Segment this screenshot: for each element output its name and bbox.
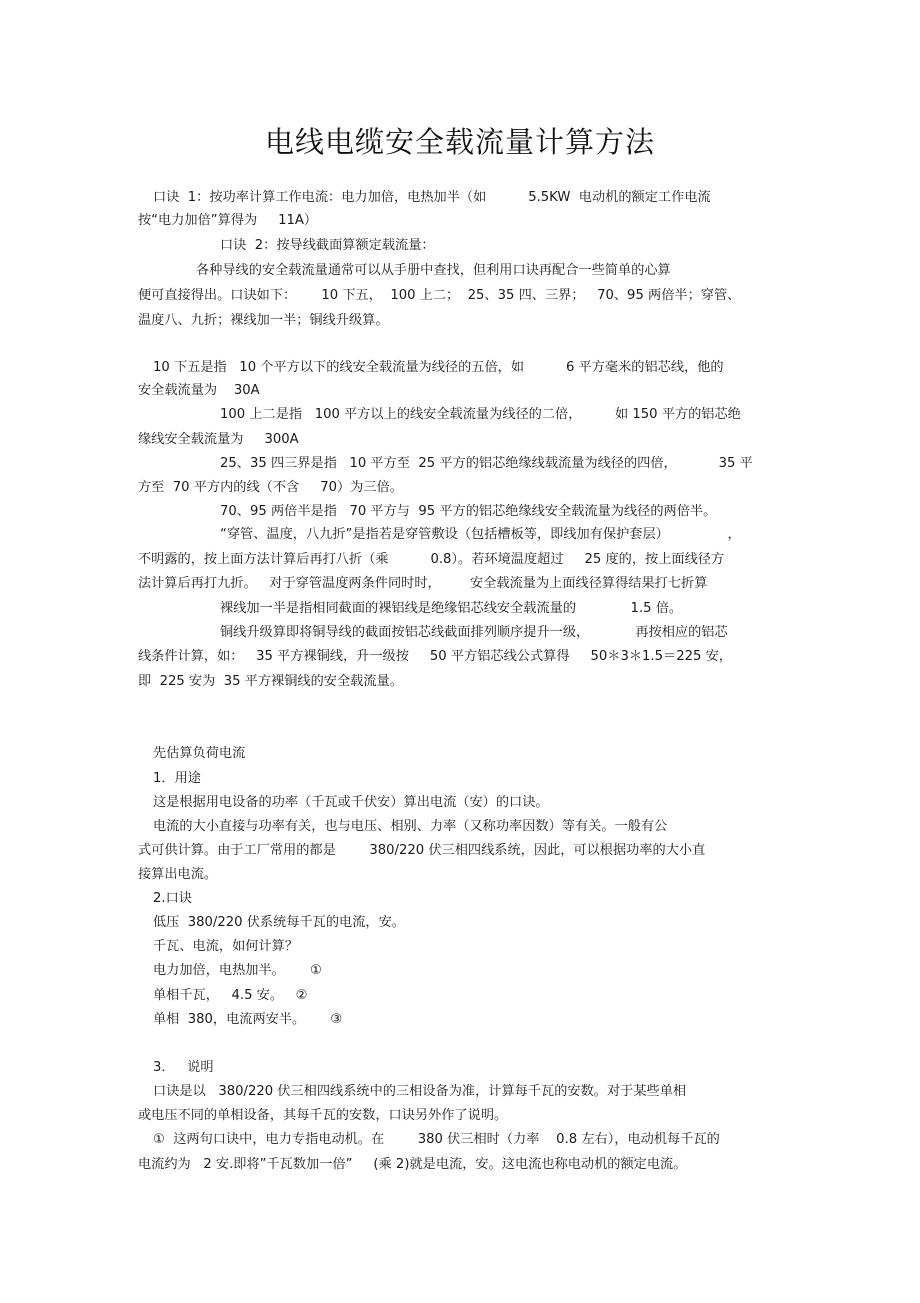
document-title: 电线电缆安全载流量计算方法 bbox=[264, 125, 655, 159]
paragraph-line: 铜线升级算即将铜导线的截面按铝芯线截面排列顺序提升一级， 再按相应的铝芯 bbox=[220, 625, 728, 640]
paragraph-line: 25、35 四三界是指 10 平方至 25 平方的铝芯绝缘线载流量为线径的四倍， 35 平 bbox=[220, 456, 753, 471]
item-heading: 3． 说明 bbox=[153, 1060, 214, 1075]
paragraph-line: 便可直接得出。口诀如下： 10 下五， 100 上二； 25、35 四、三界； 70、95 两倍半；穿管、 bbox=[138, 288, 741, 303]
paragraph-line: 法计算后再打九折。 对于穿管温度两条件同时时， 安全载流量为上面线径算得结果打七折算 bbox=[138, 576, 708, 591]
paragraph-line: 单相 380，电流两安半。 ③ bbox=[153, 1012, 343, 1027]
paragraph-line: 千瓦、电流，如何计算？ bbox=[153, 939, 299, 954]
paragraph-line: 口诀 1：按功率计算工作电流：电力加倍，电热加半（如 5.5KW 电动机的额定工作电流 bbox=[153, 190, 711, 205]
paragraph-line: 式可供计算。由于工厂常用的都是 380/220 伏三相四线系统，因此，可以根据功率的大小直 bbox=[138, 843, 706, 858]
paragraph-line: 低压 380/220 伏系统每千瓦的电流，安。 bbox=[153, 915, 405, 930]
paragraph-line: 电流约为 2 安.即将”千瓦数加一倍” (乘 2)就是电流，安。这电流也称电动机的额定电流。 bbox=[138, 1157, 687, 1172]
paragraph-line: 各种导线的安全载流量通常可以从手册中查找，但利用口诀再配合一些简单的心算 bbox=[196, 263, 671, 278]
paragraph-line: 安全载流量为 30A bbox=[138, 383, 260, 398]
paragraph-line: 缘线安全载流量为 300A bbox=[138, 432, 299, 447]
paragraph-line: 70、95 两倍半是指 70 平方与 95 平方的铝芯绝缘线安全载流量为线径的两倍半。 bbox=[220, 504, 717, 519]
paragraph-line: 10 下五是指 10 个平方以下的线安全载流量为线径的五倍，如 6 平方毫米的铝芯线，他的 bbox=[153, 360, 724, 375]
paragraph-line: 单相千瓦， 4.5 安。 ② bbox=[153, 988, 308, 1003]
item-heading: 1．用途 bbox=[153, 771, 201, 786]
paragraph-line: 方至 70 平方内的线（不含 70）为三倍。 bbox=[138, 480, 403, 495]
section-heading: 先估算负荷电流 bbox=[153, 746, 246, 761]
paragraph-line: 裸线加一半是指相同截面的裸铝线是绝缘铝芯线安全载流量的 1.5 倍。 bbox=[220, 601, 683, 616]
paragraph-line: 接算出电流。 bbox=[138, 867, 218, 882]
paragraph-line: 即 225 安为 35 平方裸铜线的安全载流量。 bbox=[138, 674, 403, 689]
paragraph-line: 口诀是以 380/220 伏三相四线系统中的三相设备为准，计算每千瓦的安数。对于某些单相 bbox=[153, 1084, 687, 1099]
paragraph-line: 电力加倍，电热加半。 ① bbox=[153, 963, 322, 978]
paragraph-line: 这是根据用电设备的功率（千瓦或千伏安）算出电流（安）的口诀。 bbox=[153, 795, 549, 810]
paragraph-line: 温度八、九折；裸线加一半；铜线升级算。 bbox=[138, 313, 389, 328]
item-heading: 2.口诀 bbox=[153, 891, 192, 906]
paragraph-line: 100 上二是指 100 平方以上的线安全载流量为线径的二倍， 如 150 平方的铝芯绝 bbox=[220, 407, 741, 422]
paragraph-line: 线条件计算，如： 35 平方裸铜线，升一级按 50 平方铝芯线公式算得 50＊3＊1.5＝225 安， bbox=[138, 649, 732, 664]
paragraph-line: “穿管、温度，八九折”是指若是穿管敷设（包括槽板等，即线加有保护套层） ， bbox=[220, 527, 741, 542]
paragraph-line: 或电压不同的单相设备，其每千瓦的安数，口诀另外作了说明。 bbox=[138, 1108, 508, 1123]
paragraph-line: ① 这两句口诀中，电力专指电动机。在 380 伏三相时（力率 0.8 左右），电动机每千瓦的 bbox=[153, 1132, 720, 1147]
paragraph-line: 按“电力加倍”算得为 11A） bbox=[138, 213, 318, 228]
paragraph-line: 不明露的，按上面方法计算后再打八折（乘 0.8）。若环境温度超过 25 度的，按上面线径方 bbox=[138, 552, 725, 567]
paragraph-line: 电流的大小直接与功率有关，也与电压、相别、力率（又称功率因数）等有关。一般有公 bbox=[153, 819, 668, 834]
paragraph-line: 口诀 2：按导线截面算额定载流量： bbox=[220, 238, 435, 253]
